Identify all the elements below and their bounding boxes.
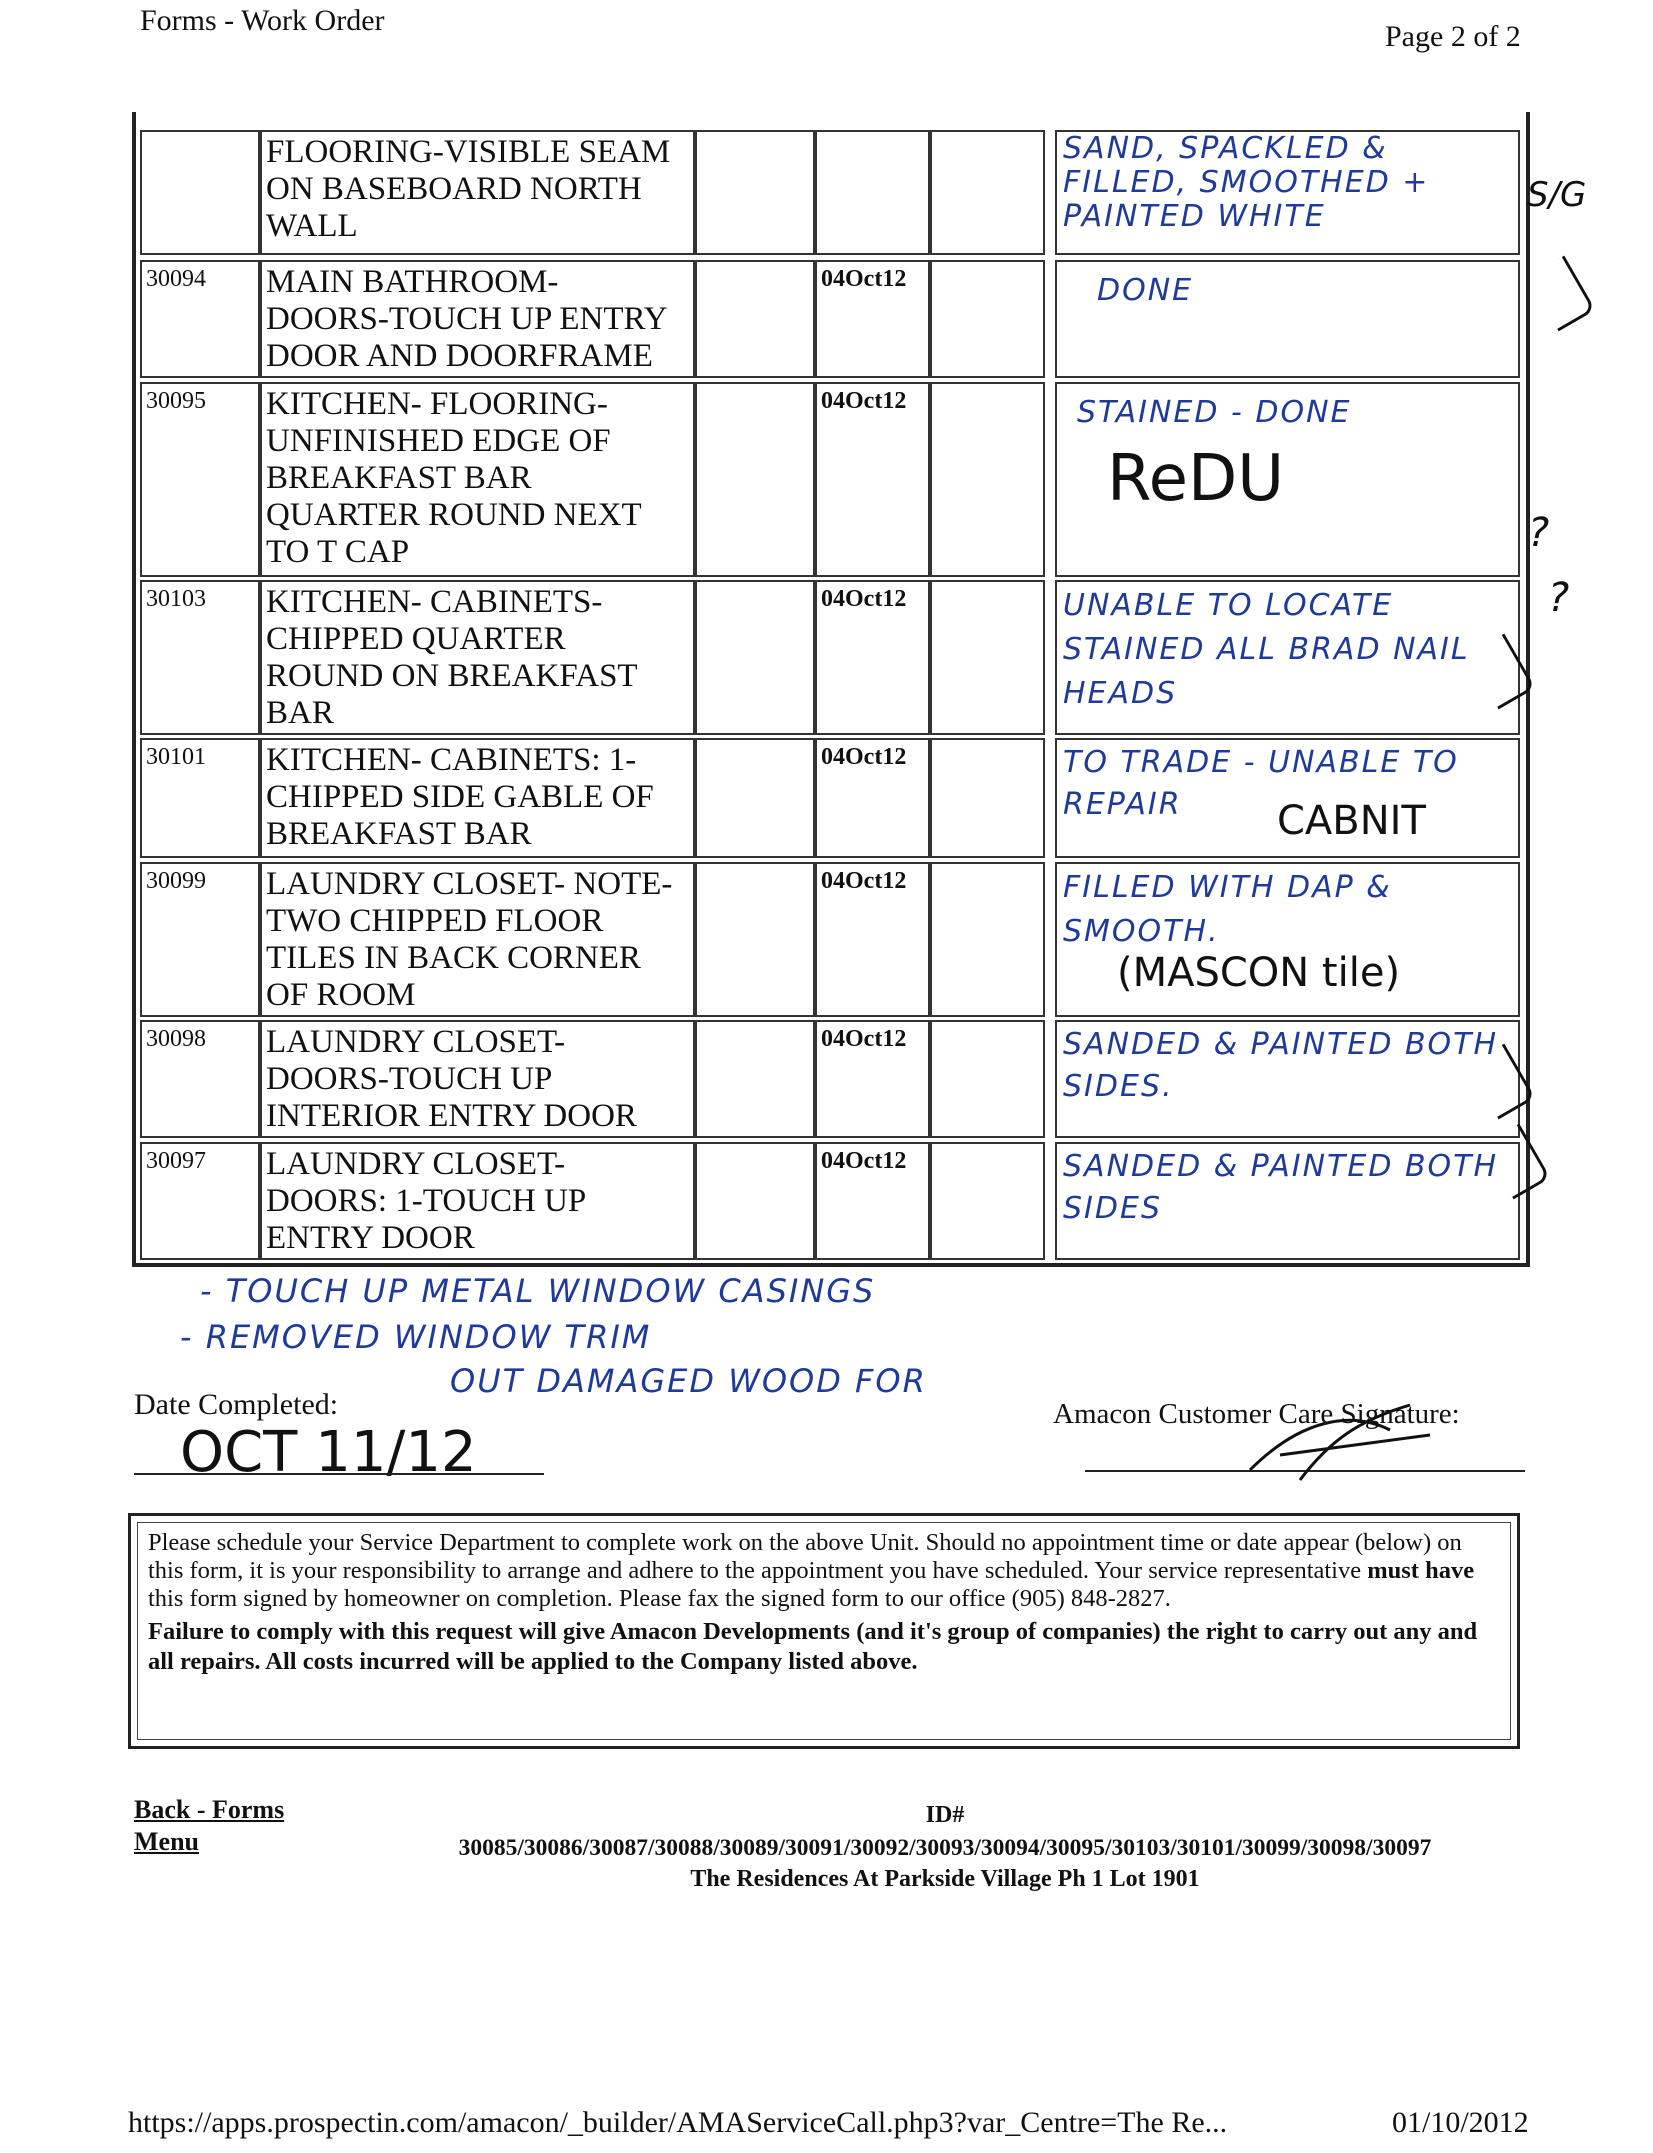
handwritten-note: SANDED & PAINTED BOTH SIDES [1063,1149,1499,1226]
empty-cell [695,1020,815,1138]
note-cell [1055,1020,1520,1138]
note-cell [1055,1142,1520,1260]
margin-note: ? [1548,575,1570,621]
table-row [140,1020,1524,1138]
empty-cell [930,862,1045,1017]
note-cell [1055,260,1520,378]
handwritten-note: FILLED WITH DAP & SMOOTH. [1063,870,1392,949]
item-date: 04Oct12 [815,862,930,1017]
handwritten-note: SAND, SPACKLED & FILLED, SMOOTHED + PAINTED WHITE [1063,131,1430,234]
empty-cell [695,260,815,378]
note-cell [1055,382,1520,577]
menu-link[interactable]: Menu [134,1827,199,1856]
item-description: LAUNDRY CLOSET- DOORS-TOUCH UP INTERIOR ENTRY DOOR [260,1020,695,1138]
handwritten-line: - REMOVED WINDOW TRIM [180,1318,652,1356]
handwritten-note-2: ReDU [1107,442,1285,516]
empty-cell [930,1020,1045,1138]
form-title: Forms - Work Order [140,4,385,37]
handwritten-note: UNABLE TO LOCATE STAINED ALL BRAD NAIL HEADS [1063,588,1470,711]
handwritten-note-2: CABNIT [1277,798,1426,844]
table-row [140,130,1524,255]
item-date: 04Oct12 [815,738,930,858]
empty-cell [695,738,815,858]
back-forms-link[interactable]: Back - Forms [134,1795,285,1824]
table-row [140,382,1524,577]
item-id: 30101 [140,738,260,858]
item-id: 30097 [140,1142,260,1260]
project-name: The Residences At Parkside Village Ph 1 Lot 1901 [690,1866,1200,1892]
note-cell [1055,130,1520,255]
item-id: 30098 [140,1020,260,1138]
page-url: https://apps.prospectin.com/amacon/_builder/AMAServiceCall.php3?var_Centre=The Re... [128,2106,1228,2139]
table-row [140,862,1524,1017]
item-description: KITCHEN- FLOORING- UNFINISHED EDGE OF BREAKFAST BAR QUARTER ROUND NEXT TO T CAP [260,382,695,577]
notice-emphasis: must have [1367,1557,1475,1584]
item-description: KITCHEN- CABINETS: 1- CHIPPED SIDE GABLE OF BREAKFAST BAR [260,738,695,858]
item-description: MAIN BATHROOM- DOORS-TOUCH UP ENTRY DOOR AND DOORFRAME [260,260,695,378]
empty-cell [695,1142,815,1260]
empty-cell [695,130,815,255]
empty-cell [930,382,1045,577]
item-id: 30103 [140,580,260,735]
print-date: 01/10/2012 [1392,2106,1529,2139]
item-description: FLOORING-VISIBLE SEAM ON BASEBOARD NORTH WALL [260,130,695,255]
notice-text [137,1522,1511,1740]
item-date: 04Oct12 [815,382,930,577]
handwritten-line: OUT DAMAGED WOOD FOR [450,1362,927,1400]
date-line [134,1473,544,1475]
handwritten-note: TO TRADE - UNABLE TO REPAIR [1063,745,1459,822]
notice-warning: Failure to comply with this request will give Amacon Developments (and it's group of companies) the right to carry out any and all repairs. All costs incurred will be applied to the Company listed above. [148,1618,1478,1675]
item-description: LAUNDRY CLOSET- NOTE- TWO CHIPPED FLOOR TILES IN BACK CORNER OF ROOM [260,862,695,1017]
handwritten-note: SANDED & PAINTED BOTH SIDES. [1063,1027,1499,1104]
id-label: ID# [925,1802,965,1828]
empty-cell [695,382,815,577]
item-id: 30094 [140,260,260,378]
empty-cell [930,738,1045,858]
item-date: 04Oct12 [815,1020,930,1138]
handwritten-note: STAINED - DONE [1077,395,1352,430]
page-indicator: Page 2 of 2 [1385,20,1521,53]
margin-note: ? [1528,510,1550,556]
handwritten-note-2: (MASCON tile) [1117,950,1401,996]
table-row [140,260,1524,378]
item-date: 04Oct12 [815,1142,930,1260]
note-cell [1055,862,1520,1017]
note-cell [1055,580,1520,735]
id-list: 30085/30086/30087/30088/30089/30091/30092/30093/30094/30095/30103/30101/30099/30098/30097 [458,1835,1432,1861]
handwritten-line: - TOUCH UP METAL WINDOW CASINGS [200,1272,876,1310]
empty-cell [930,260,1045,378]
item-description: KITCHEN- CABINETS- CHIPPED QUARTER ROUND ON BREAKFAST BAR [260,580,695,735]
table-row [140,580,1524,735]
table-row [140,738,1524,858]
table-row [140,1142,1524,1260]
date-completed-value: OCT 11/12 [180,1420,477,1485]
empty-cell [930,130,1045,255]
checkmark-icon [1527,255,1596,331]
signature-scribble-icon [1240,1400,1440,1490]
item-date: 04Oct12 [815,580,930,735]
item-date [815,130,930,255]
note-cell [1055,738,1520,858]
item-description: LAUNDRY CLOSET- DOORS: 1-TOUCH UP ENTRY DOOR [260,1142,695,1260]
notice-box [128,1513,1520,1749]
item-id [140,130,260,255]
signature-label: Amacon Customer Care Signature: [1053,1398,1460,1430]
item-date: 04Oct12 [815,260,930,378]
item-id: 30099 [140,862,260,1017]
empty-cell [930,580,1045,735]
margin-note: S/G [1527,175,1587,215]
empty-cell [695,580,815,735]
empty-cell [695,862,815,1017]
notice-text-2: this form signed by homeowner on completion. Please fax the signed form to our office (905) 848-2827. [148,1585,1171,1612]
notice-text-1: Please schedule your Service Department to complete work on the above Unit. Should no appointment time or date appear (below) on this form, it is your responsibility to arrange and adhere to the appointment you have scheduled. Your service representative [148,1529,1462,1584]
handwritten-note: DONE [1097,273,1194,308]
item-id: 30095 [140,382,260,577]
date-completed-label: Date Completed: [134,1388,339,1421]
empty-cell [930,1142,1045,1260]
